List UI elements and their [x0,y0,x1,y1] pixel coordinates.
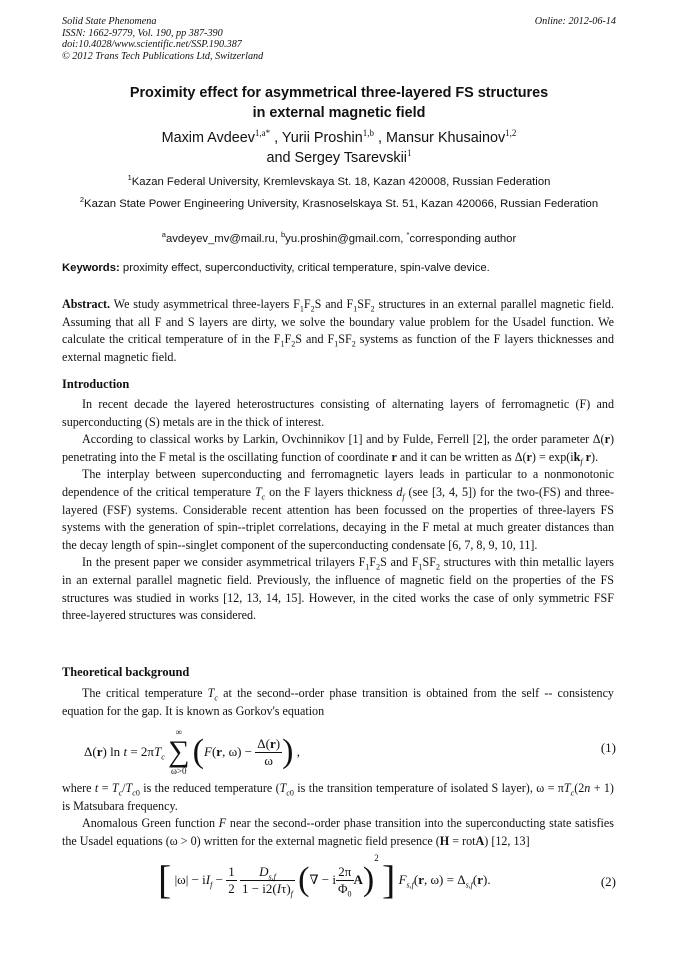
affil-number: 1 [127,173,132,183]
author-conjunction: and [266,150,291,166]
title-line-1: Proximity effect for asymmetrical three-layered FS structures [129,85,549,101]
author-name: Maxim Avdeev [161,130,255,146]
section-heading-introduction: Introduction [62,377,130,391]
corresponding-author-note: corresponding author [409,233,517,245]
affil-text: Kazan Federal University, Kremlevskaya St. 18, Kazan 420008, Russian Federation [131,176,551,188]
email-sup: a [161,230,166,240]
doi-line: doi:10.4028/www.scientific.net/SSP.190.387 [62,39,242,51]
email-sup: b [281,230,286,240]
author-affil-sup: 1,a* [254,128,271,139]
issn-line: ISSN: 1662-9779, Vol. 190, pp 387-390 [62,27,223,39]
paper-title [62,83,616,123]
section-heading-theory: Theoretical background [62,665,190,679]
author-affil-sup: 1,2 [505,128,517,139]
author-list: Maxim Avdeev$^{1,a*}$ , Yurii Proshin$^{1,b}$ , Mansur Khusainov$^{1,2}$ and Sergey Tsarevskii$^1$ [161,128,517,166]
copyright-line: © 2012 Trans Tech Publications Ltd, Switzerland [62,50,264,62]
affiliation-2 [72,197,606,212]
author-affil-sup: 1,b [362,128,374,139]
email-a[interactable]: avdeyev_mv@mail.ru, [165,233,278,245]
introduction-text: In recent decade the layered heterostructures consisting of alternating layers of ferromagnetic (F) and superconducting (S) metals are in the thick of interest. According to classical works by Larkin, Ovchinnikov [1] and by Fulde, Ferrell [2], the order parameter Δ(r) penetrating into the F metal is the oscillating function of coordinate r and it can be written as $\Delta(r) = \exp(ik_f$ r). The interplay between superconducting and ferromagnetic layers leads in particular to a nonmonotonic dependence of the critical temperature $T_c$ on the F layers thickness $d_f$ (see [3, 4, 5]) for the two-(FS) and three-layered (FSF) systems. Considerable recent attention has been focussed on the properties of three-layers FS systems with the generation of spin--triplet correlations, decaying in the F metal at much greater distances than the decay length of spin--singlet component of the superconducting condensate [6, 7, 8, 9, 10, 11]. In the present paper we consider asymmetrical trilayers $F_1F_2S$ and $F_1SF_2$ structures with thin metallic layers in an external parallel magnetic field. Previously, the influence of magnetic field on the properties of the FS structures was studied in works [12, 13, 14, 15]. However, in the cited works the case of only symmetric FSF three-layered structures was considered. [62,397,615,623]
equation-1: Δ(r) $\ln t = 2\pi T_c$ ∞ ∑ ω>0 (F(r, ω) − $\frac{\Delta(r)}{\omega}$ ) , (1) [84,727,616,776]
abstract: Abstract. We study asymmetrical three-layers $F_1F_2S$ and $F_1SF_2$ structures in an external parallel magnetic field. Assuming that all F and S layers are dirty, we solve the boundary value problem for the Usadel function. We calculate the critical temperature of in the $F_1F_2S$ and $F_1SF_2$ systems as function of the F layers thicknesses and external magnetic field. [62,297,614,364]
author-affil-sup: 1 [407,148,412,159]
theory-text-2: where $t = T_c/T_{c0}$ is the reduced temperature ($T_{c0}$ is the transition temperature of isolated S layer), $\omega = \pi T_c(2n + 1)$ is Matsubara frequency. Anomalous Green function F near the second--order phase transition into the superconducting state satisfies the Usadel equations (ω > 0) written for the external magnetic field presence (H = rotA) [12, 13] [62,781,614,848]
author-name: Yurii Proshin [281,130,363,146]
equation-2: [ $|\omega| - iI_f$ − $\frac{1}{2}$ $\frac{D_{s,f}}{1 - i2(I\tau)_f}$ (∇ − i $\frac{2\pi}{\Phi_0}$ A)$^2$ ] $F_{s,f}(r$, $\omega) = \Delta_{s,f}(r)$. (2) [158,853,616,903]
keywords-text: proximity effect, superconductivity, critical temperature, spin-valve device. [122,262,490,274]
email-b[interactable]: yu.proshin@gmail.com, [285,233,404,245]
affiliation-1 [72,175,606,190]
keywords [62,262,490,274]
email-line [72,232,606,247]
corr-sup: * [406,230,410,240]
affil-text: Kazan State Power Engineering University, Krasnoselskaya St. 51, Kazan 420066, Russian Federation [84,198,599,210]
equation-number: (2) [600,874,616,889]
author-name: Sergey Tsarevskii [294,150,408,166]
title-line-2: in external magnetic field [252,105,426,121]
abstract-label: Abstract. [62,297,111,311]
journal-header [62,16,263,62]
affil-number: 2 [79,195,85,205]
keywords-label: Keywords: [62,262,120,274]
author-name: Mansur Khusainov [385,130,506,146]
theory-text-1: The critical temperature $T_c$ at the second--order phase transition is obtained from the self -- consistency equation for the gap. It is known as Gorkov's equation [62,686,614,718]
online-date: Online: 2012-06-14 [534,16,616,27]
journal-name: Solid State Phenomena [62,16,157,27]
equation-number: (1) [600,740,616,755]
